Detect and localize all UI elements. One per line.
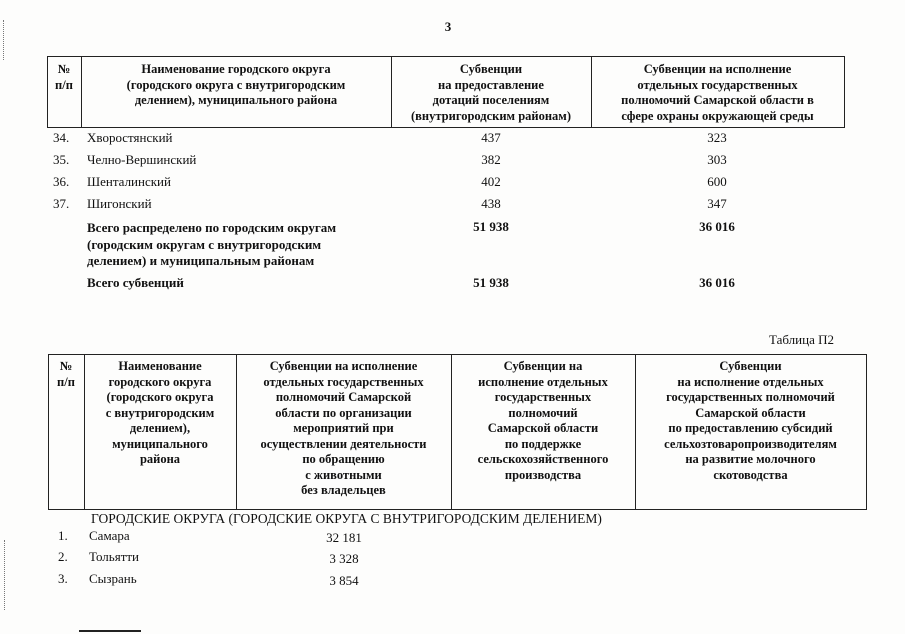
row-number: 1. [58,528,68,543]
row-name: Шигонский [87,196,152,211]
row-number: 37. [53,196,70,211]
row-name: Челно-Вершинский [87,152,197,167]
row-value: 600 [707,174,727,189]
row-value: 303 [707,152,727,167]
footnote-rule [79,630,141,632]
row-value: 438 [481,196,501,211]
row-name: Шенталинский [87,174,171,189]
row-value: 3 854 [329,573,359,588]
row-number: 36. [53,174,70,189]
row-name: Тольятти [89,549,140,564]
row-value: 323 [707,130,727,145]
row-number: 34. [53,130,70,145]
row-value: 32 181 [326,530,362,545]
scan-artifact [4,540,5,610]
total-label: Всего субвенций [87,275,184,290]
row-value: 382 [481,152,501,167]
row-name: Самара [89,528,130,543]
row-number: 3. [58,571,68,586]
row-name: Сызрань [89,571,137,586]
total-distributed-value: 51 938 [473,219,509,234]
page-number: 3 [444,19,452,34]
table2-header-subsidies-animals: Субвенции на исполнение отдельных государственных полномочий Самарской области по организации мероприятий при осуществлении деятельности по обращению с животными без владельцев [260,359,427,497]
table2-header-name: Наименование городского округа (городского округа с внутригородским делением), муниципального района [105,359,215,466]
table1-header-subsidies-dotations: Субвенции на предоставление дотаций поселениям (внутригородским районам) [411,62,571,123]
total-value: 36 016 [699,275,735,290]
row-value: 3 328 [329,551,359,566]
row-number: 35. [53,152,70,167]
row-value: 347 [707,196,727,211]
row-name: Хворостянский [87,130,173,145]
table1-header-name: Наименование городского округа (городского округа с внутригородским делением), муниципального района [126,62,346,107]
table2-header-num: № п/п [57,359,75,389]
row-value: 402 [481,174,501,189]
table2-header-subsidies-agriculture: Субвенции на исполнение отдельных государственных полномочий Самарской области по поддержке сельскохозяйственного производства [477,359,609,482]
row-value: 437 [481,130,501,145]
scan-artifact [3,20,4,60]
total-distributed-value: 36 016 [699,219,735,234]
total-distributed-label: Всего распределено по городским округам (городским округам с внутригородским делением) и муниципальным районам [87,220,337,268]
section-title: ГОРОДСКИЕ ОКРУГА (ГОРОДСКИЕ ОКРУГА С ВНУТРИГОРОДСКИМ ДЕЛЕНИЕМ) [91,511,602,526]
table1-header-num: № п/п [55,62,73,92]
total-value: 51 938 [473,275,509,290]
table-caption: Таблица П2 [769,332,834,347]
row-number: 2. [58,549,68,564]
table2-header-subsidies-dairy: Субвенции на исполнение отдельных государственных полномочий Самарской области по предоставлению субсидий сельхозтоваропроизводителям на развитие молочного скотоводства [664,359,837,482]
table1-header-subsidies-environment: Субвенции на исполнение отдельных государственных полномочий Самарской области в сфере охраны окружающей среды [621,62,814,123]
